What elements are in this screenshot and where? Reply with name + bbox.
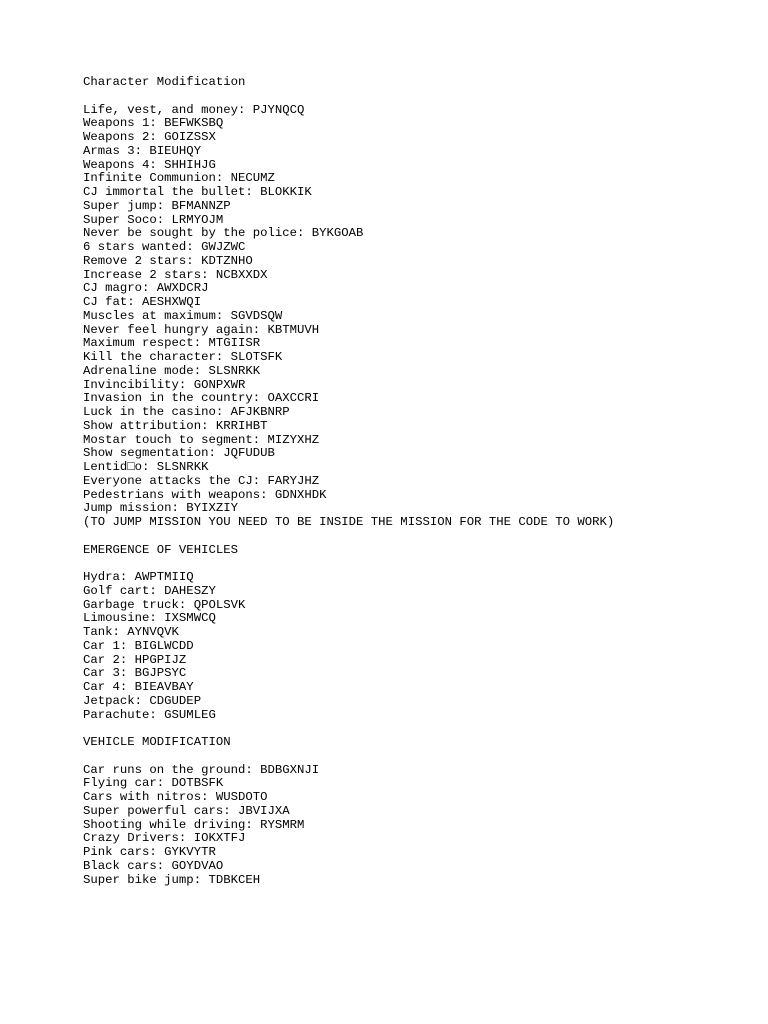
blank-line: [83, 90, 743, 104]
cheat-line: Luck in the casino: AFJKBNRP: [83, 405, 290, 419]
blank-line: [83, 530, 743, 544]
cheat-line: CJ immortal the bullet: BLOKKIK: [83, 185, 312, 199]
cheat-line: Super Soco: LRMYOJM: [83, 212, 224, 227]
section-heading-character-modification: Character Modification: [83, 75, 246, 89]
section-heading-emergence-of-vehicles: EMERGENCE OF VEHICLES: [83, 542, 238, 557]
cheat-line: Car 3: BGJPSYC: [83, 666, 187, 681]
cheat-line: Weapons 1: BEFWKSBQ: [83, 116, 224, 131]
cheat-line: Car 2: HPGPIJZ: [83, 652, 187, 667]
cheat-line: Kill the character: SLOTSFK: [83, 350, 283, 364]
cheat-line: Black cars: GOYDVAO: [83, 858, 224, 873]
cheat-line: CJ fat: AESHXWQI: [83, 295, 202, 309]
cheat-line: Pink cars: GYKVYTR: [83, 845, 216, 859]
cheat-line: Increase 2 stars: NCBXXDX: [83, 267, 268, 282]
cheat-line: Hydra: AWPTMIIQ: [83, 570, 194, 584]
cheat-line: Shooting while driving: RYSMRM: [83, 817, 305, 832]
cheat-line: Everyone attacks the CJ: FARYJHZ: [83, 473, 320, 488]
mission-note: (TO JUMP MISSION YOU NEED TO BE INSIDE THE MISSION FOR THE CODE TO WORK): [83, 515, 615, 529]
cheat-line: Weapons 2: GOIZSSX: [83, 130, 216, 144]
cheat-line: Tank: AYNVQVK: [83, 625, 179, 639]
section-heading-vehicle-modification: VEHICLE MODIFICATION: [83, 735, 231, 749]
cheat-line: Jetpack: CDGUDEP: [83, 693, 202, 708]
cheat-line: Mostar touch to segment: MIZYXHZ: [83, 432, 320, 447]
cheat-line: Armas 3: BIEUHQY: [83, 143, 202, 158]
cheat-line: Remove 2 stars: KDTZNHO: [83, 253, 253, 268]
cheat-line: Car 4: BIEAVBAY: [83, 680, 194, 694]
cheat-line: Lentid□o: SLSNRKK: [83, 460, 209, 474]
cheat-line: Crazy Drivers: IOKXTFJ: [83, 831, 246, 846]
cheat-line: Never be sought by the police: BYKGOAB: [83, 226, 364, 241]
cheat-line: Jump mission: BYIXZIY: [83, 501, 238, 516]
cheat-line: Cars with nitros: WUSDOTO: [83, 790, 268, 804]
document-page: [83, 76, 743, 887]
cheat-line: Limousine: IXSMWCQ: [83, 611, 216, 626]
cheat-line: Car runs on the ground: BDBGXNJI: [83, 762, 320, 777]
cheat-line: Flying car: DOTBSFK: [83, 776, 224, 791]
cheat-line: Infinite Communion: NECUMZ: [83, 171, 275, 186]
cheat-line: Super bike jump: TDBKCEH: [83, 872, 261, 887]
cheat-line: Golf cart: DAHESZY: [83, 583, 216, 598]
cheat-line: Garbage truck: QPOLSVK: [83, 597, 246, 612]
cheat-line: Maximum respect: MTGIISR: [83, 336, 261, 351]
cheat-line: Invincibility: GONPXWR: [83, 377, 246, 392]
cheat-line: Never feel hungry again: KBTMUVH: [83, 322, 320, 337]
cheat-line: Show attribution: KRRIHBT: [83, 418, 268, 433]
cheat-line: 6 stars wanted: GWJZWC: [83, 240, 246, 254]
cheat-line: Life, vest, and money: PJYNQCQ: [83, 102, 305, 117]
cheat-line: Invasion in the country: OAXCCRI: [83, 391, 320, 406]
cheat-line: Car 1: BIGLWCDD: [83, 638, 194, 653]
blank-line: [83, 750, 743, 764]
blank-line: [83, 557, 743, 571]
cheat-line: Weapons 4: SHHIHJG: [83, 157, 216, 172]
cheat-line: Show segmentation: JQFUDUB: [83, 446, 275, 461]
cheat-line: Parachute: GSUMLEG: [83, 707, 216, 722]
blank-line: [83, 722, 743, 736]
cheat-line: Adrenaline mode: SLSNRKK: [83, 363, 261, 378]
cheat-line: Super jump: BFMANNZP: [83, 198, 231, 213]
cheat-line: Muscles at maximum: SGVDSQW: [83, 308, 283, 323]
cheat-line: Pedestrians with weapons: GDNXHDK: [83, 487, 327, 502]
cheat-line: CJ magro: AWXDCRJ: [83, 281, 209, 296]
cheat-line: Super powerful cars: JBVIJXA: [83, 803, 290, 818]
